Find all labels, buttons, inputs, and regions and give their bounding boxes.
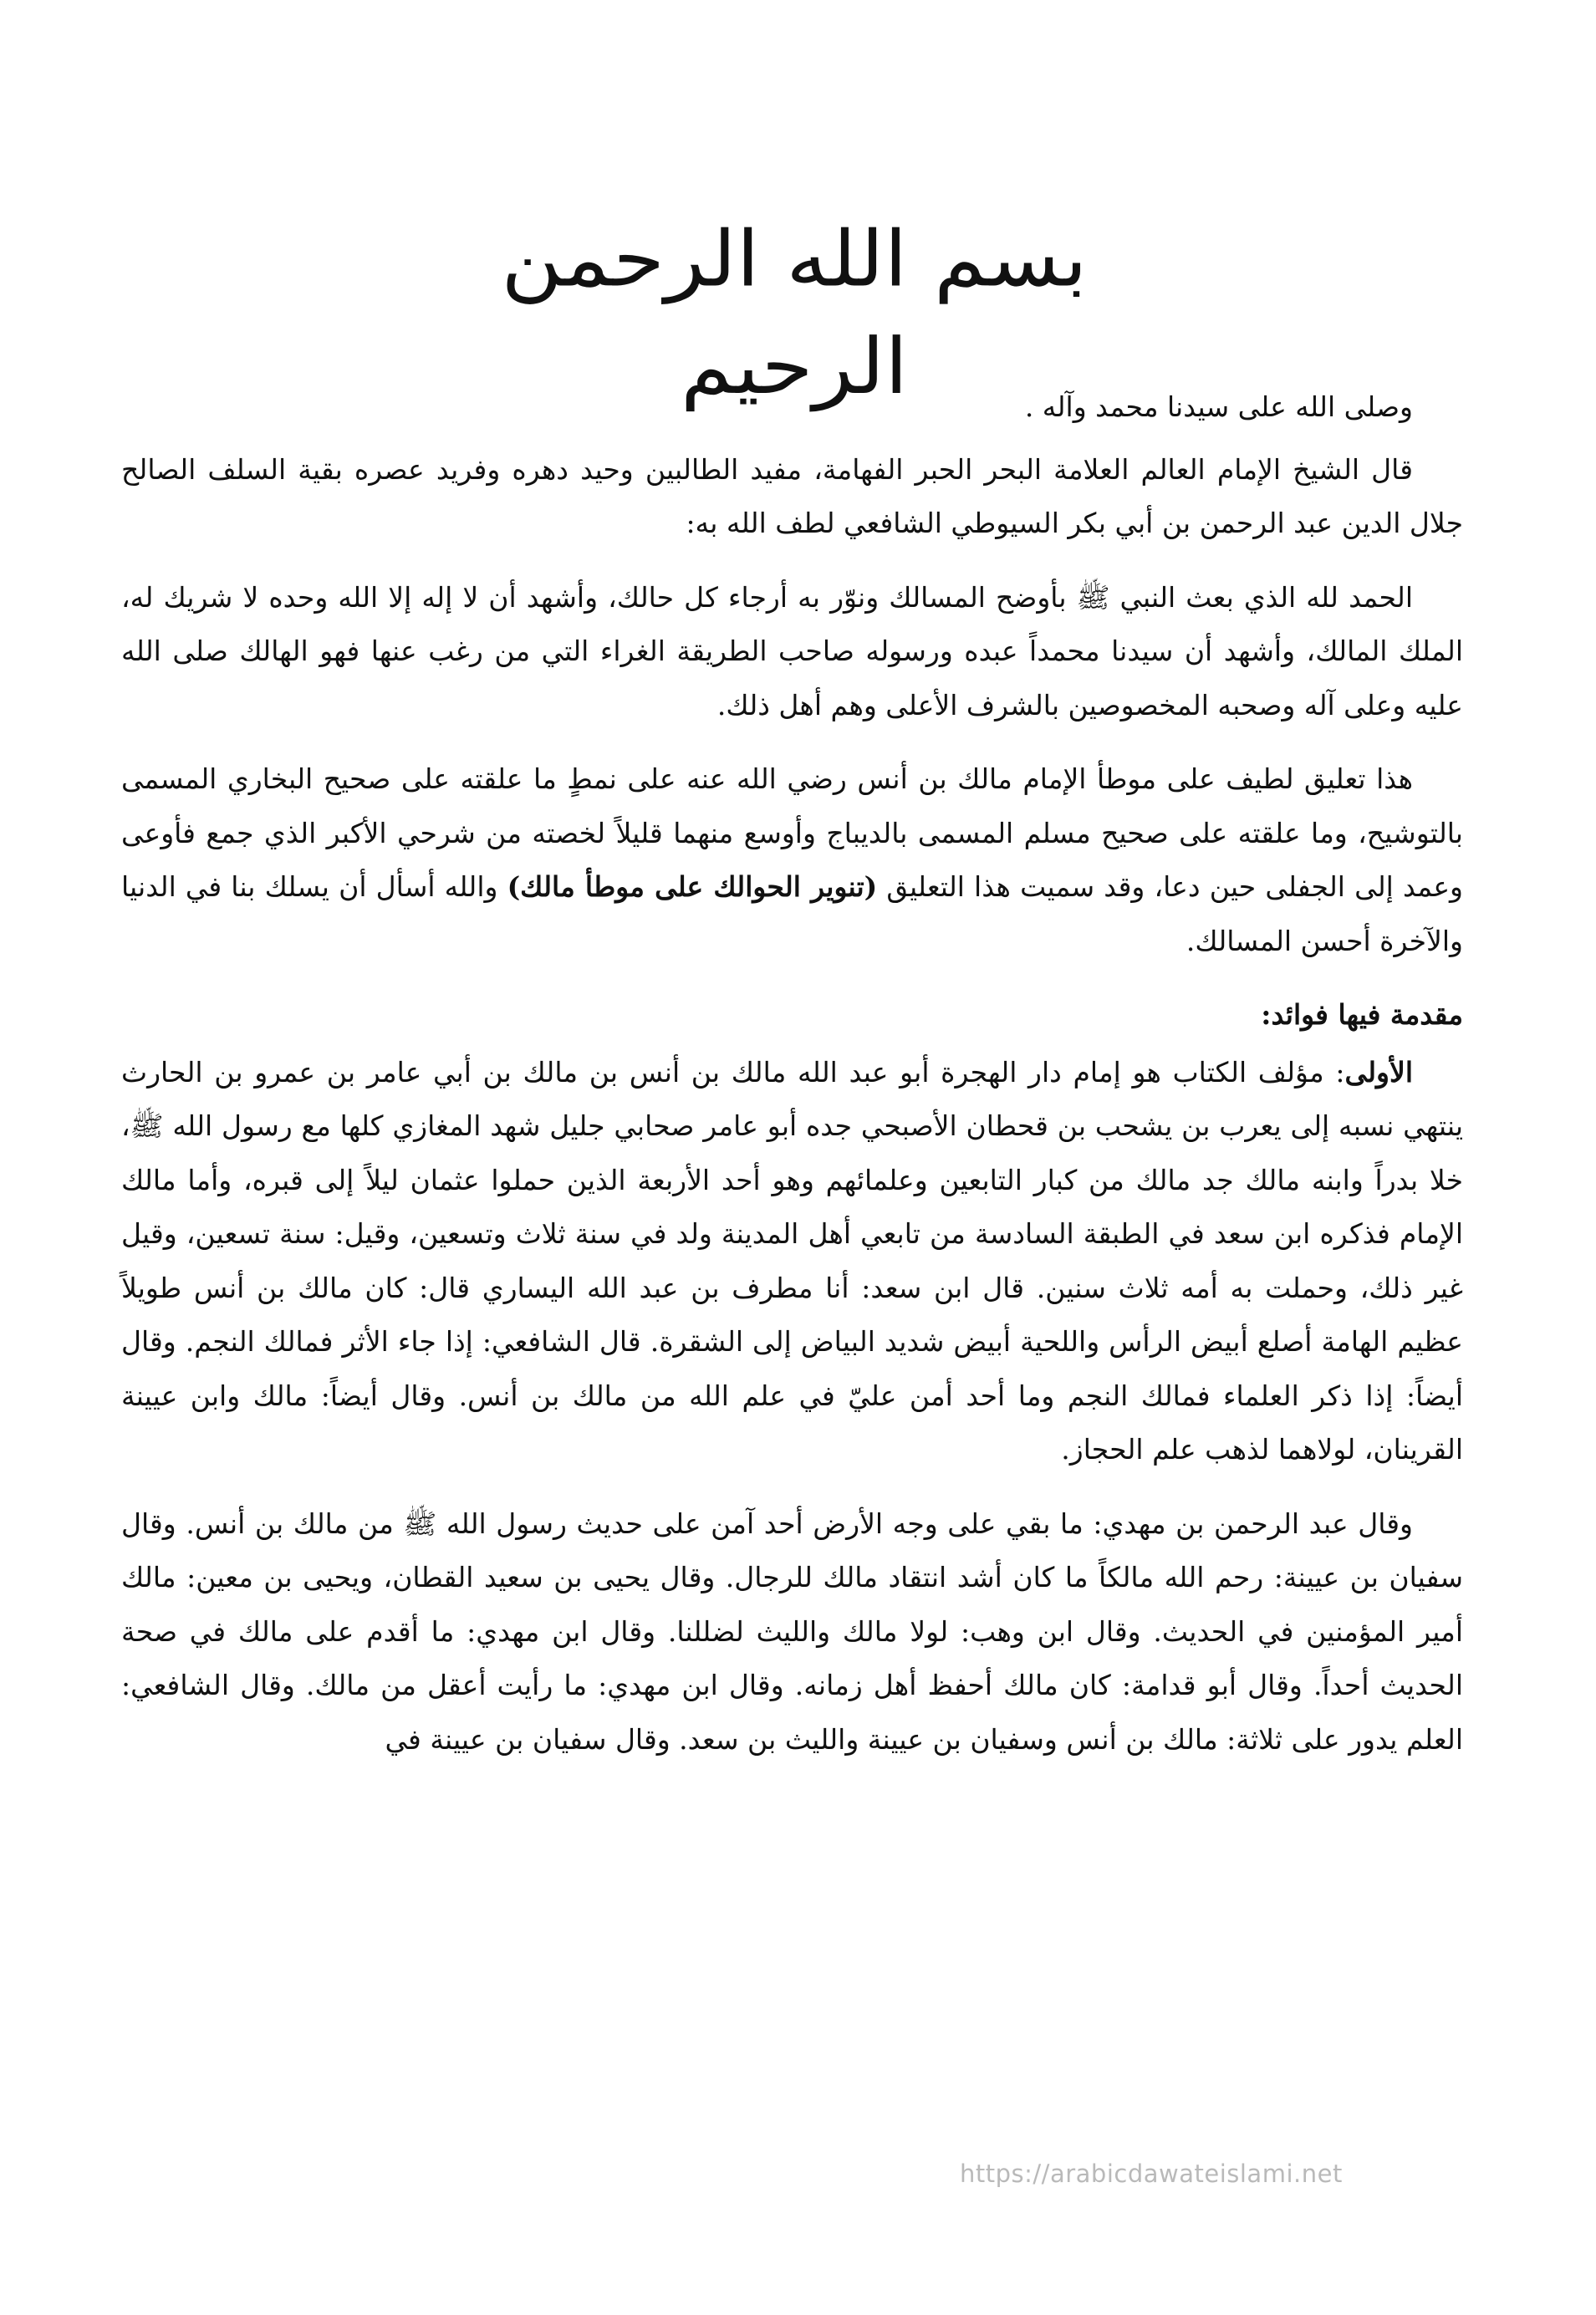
first-benefit-label: الأولى [1344, 1055, 1413, 1089]
basmala-heading: بسم الله الرحمن الرحيم [501, 213, 1088, 412]
praise-paragraph: الحمد لله الذي بعث النبي ﷺ بأوضح المسالك ونوّر به أرجاء كل حالك، وأشهد أن لا إله إلا الله وحده لا شريك له، الملك المالك، وأشهد أن سيدنا محمداً عبده ورسوله صاحب الطريقة الغراء التي من رغب عنها فهو الهالك صلى الله عليه وعلى آله وصحبه المخصوصين بالشرف الأعلى وهم أهل ذلك. [121, 580, 1463, 722]
first-benefit-paragraph [121, 1046, 1463, 1477]
scholars-praise-paragraph: وقال عبد الرحمن بن مهدي: ما بقي على وجه الأرض أحد آمن على حديث رسول الله ﷺ من مالك بن أنس. وقال سفيان بن عيينة: رحم الله مالكاً ما كان أشد انتقاد مالك للرجال. وقال يحيى بن سعيد القطان، ويحيى بن معين: مالك أمير المؤمنين في الحديث. وقال ابن وهب: لولا مالك والليث لضللنا. وقال ابن مهدي: ما أقدم على مالك في صحة الحديث أحداً. وقال أبو قدامة: كان مالك أحفظ أهل زمانه. وقال ابن مهدي: ما رأيت أعقل من مالك. وقال الشافعي: العلم يدور على ثلاثة: مالك بن أنس وسفيان بن عيينة والليث بن سعد. وقال سفيان بن عيينة في [121, 1507, 1463, 1756]
book-purpose-paragraph [121, 752, 1463, 968]
author-intro-paragraph: قال الشيخ الإمام العالم العلامة البحر الحبر الفهامة، مفيد الطالبين وحيد دهره وفريد عصره بقية السلف الصالح جلال الدين عبد الرحمن بن أبي بكر السيوطي الشافعي لطف الله به: [121, 452, 1463, 539]
purpose-text-end: والله أسأل أن يسلك بنا في الدنيا والآخرة أحسن المسالك. [121, 870, 1463, 957]
watermark-url: https://arabicdawateislami.net [960, 2159, 1343, 2188]
salutation-paragraph: وصلى الله على سيدنا محمد وآله . [1024, 390, 1413, 423]
purpose-text-start: هذا تعليق لطيف على موطأ الإمام مالك بن أنس رضي الله عنه على نمطٍ ما علقته على صحيح البخاري المسمى بالتوشيح، وما علقته على صحيح مسلم المسمى بالديباج وأوسع منهما قليلاً لخصته من شرحي الأكبر الذي جمع فأوعى وعمد إلى الجفلى حين دعا، وقد سميت هذا التعليق [121, 762, 1463, 903]
main-text [121, 380, 1463, 1767]
book-title: (تنوير الحوالك على موطأ مالك) [507, 870, 878, 903]
first-benefit-text: : مؤلف الكتاب هو إمام دار الهجرة أبو عبد الله مالك بن أنس بن مالك بن أبي عامر بن عمرو بن الحارث ينتهي نسبه إلى يعرب بن يشحب بن قحطان الأصبحي جده أبو عامر صحابي جليل شهد المغازي كلها مع رسول الله ﷺ، خلا بدراً وابنه مالك جد مالك من كبار التابعين وعلمائهم وهو أحد الأربعة الذين حملوا عثمان ليلاً إلى قبره، وأما مالك الإمام فذكره ابن سعد في الطبقة السادسة من تابعي أهل المدينة ولد في سنة ثلاث وتسعين، وقيل: سنة تسعين، وقيل غير ذلك، وحملت به أمه ثلاث سنين. قال ابن سعد: أنا مطرف بن عبد الله اليساري قال: كان مالك بن أنس طويلاً عظيم الهامة أصلع أبيض الرأس واللحية أبيض شديد البياض إلى الشقرة. قال الشافعي: إذا جاء الأثر فمالك النجم. وقال أيضاً: إذا ذكر العلماء فمالك النجم وما أحد أمن عليّ في علم الله من مالك بن أنس. وقال أيضاً: مالك وابن عيينة القرينان، لولاهما لذهب علم الحجاز. [121, 1055, 1463, 1466]
section-heading: مقدمة فيها فوائد: [1261, 998, 1463, 1031]
